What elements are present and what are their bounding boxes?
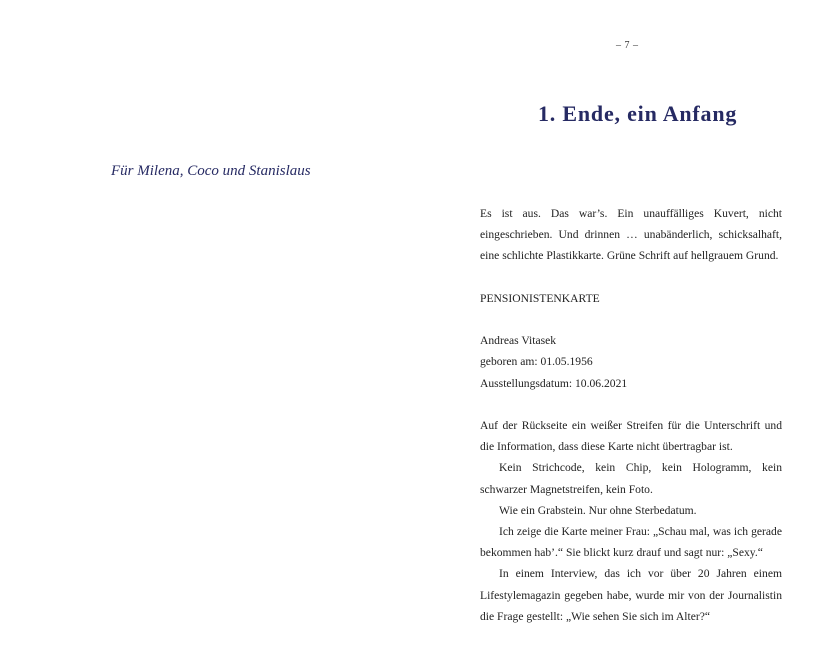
card-heading: PENSIONISTENKARTE — [480, 291, 600, 305]
dedication: Für Milena, Coco und Stanislaus — [111, 163, 311, 179]
chapter-body — [480, 203, 782, 627]
left-page — [0, 0, 416, 648]
paragraph: Es ist aus. Das war’s. Ein unauffälliges Kuvert, nicht eingeschrieben. Und drinnen … unabänderlich, schicksalhaft, eine schlichte Plastikkarte. Grüne Schrift auf hellgrauem Grund. — [480, 207, 782, 263]
chapter-title: 1. Ende, ein Anfang — [538, 101, 738, 126]
paragraph: In einem Interview, das ich vor über 20 Jahren einem Lifestylemagazin gegeben habe, wurde mir von der Journalistin die Frage gestellt: „Wie sehen Sie sich im Alter?“ — [480, 567, 782, 623]
page-number: – 7 – — [616, 40, 639, 51]
paragraph: Ich zeige die Karte meiner Frau: „Schau mal, was ich gerade bekommen hab’.“ Sie blickt kurz drauf und sagt nur: „Sexy.“ — [480, 525, 782, 560]
card-birth-date: geboren am: 01.05.1956 — [480, 355, 593, 369]
paragraph-gap — [480, 267, 782, 288]
paragraph-gap — [480, 394, 782, 415]
paragraph: Wie ein Grabstein. Nur ohne Sterbedatum. — [499, 503, 697, 517]
paragraph: Auf der Rückseite ein weißer Streifen für die Unterschrift und die Information, dass diese Karte nicht übertragbar ist. — [480, 418, 782, 454]
paragraph: Kein Strichcode, kein Chip, kein Hologramm, kein schwarzer Magnetstreifen, kein Foto. — [480, 461, 782, 496]
paragraph-gap — [480, 309, 782, 330]
card-name: Andreas Vitasek — [480, 334, 557, 348]
card-issue-date: Ausstellungsdatum: 10.06.2021 — [480, 376, 628, 390]
